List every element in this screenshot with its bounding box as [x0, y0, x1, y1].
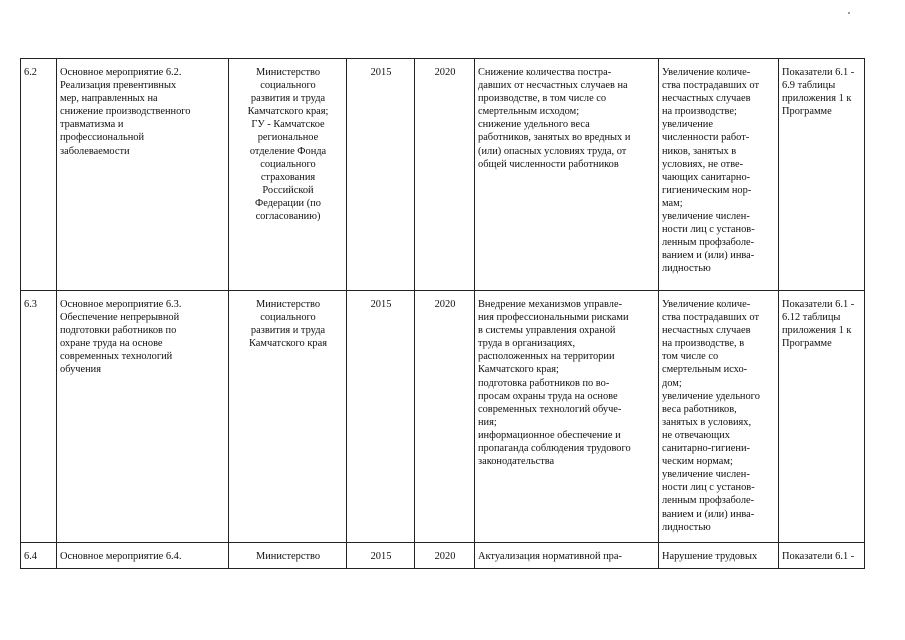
start-year-cell: 2015: [347, 543, 415, 569]
indicators-cell: Показатели 6.1 - 6.12 таблицы приложения 1 к Программе: [779, 291, 865, 543]
table-row: [21, 59, 865, 291]
end-year-cell: 2020: [415, 543, 475, 569]
consequences-cell: Увеличение количе- ства пострадавших от несчастных случаев на производстве, в том числе со смертельным исхо- дом; увеличение удельного веса работников, занятых в условиях, не отвечающих санитарно-гигиени- ческим нормам; увеличение числен- ности лиц с установ- ленным профзаболе- ванием и (или) инва- лидностью: [659, 291, 779, 543]
start-year-cell: 2015: [347, 291, 415, 543]
end-year-cell: 2020: [415, 291, 475, 543]
executor-cell: Министерство социального развития и труда Камчатского края: [229, 291, 347, 543]
consequences-cell: Увеличение количе- ства пострадавших от несчастных случаев на производстве; увеличение численности работ- ников, занятых в условиях, не отве- чающих санитарно- гигиеническим нор- мам; увеличение числен- ности лиц с установ- ленным профзаболе- ванием и (или) инва- лидностью: [659, 59, 779, 291]
row-number: 6.4: [21, 543, 57, 569]
consequences-cell: Нарушение трудовых: [659, 543, 779, 569]
scan-mark: [848, 12, 850, 14]
row-number: 6.2: [21, 59, 57, 291]
indicators-cell: Показатели 6.1 - 6.9 таблицы приложения 1 к Программе: [779, 59, 865, 291]
measure-cell: Основное мероприятие 6.4.: [57, 543, 229, 569]
measure-cell: Основное мероприятие 6.2. Реализация превентивных мер, направленных на снижение производственного травматизма и профессиональной заболеваемости: [57, 59, 229, 291]
measure-cell: Основное мероприятие 6.3. Обеспечение непрерывной подготовки работников по охране труда на основе современных технологий обучения: [57, 291, 229, 543]
table-row: [21, 543, 865, 569]
program-measures-table: [20, 58, 865, 569]
end-year-cell: 2020: [415, 59, 475, 291]
executor-cell: Министерство: [229, 543, 347, 569]
result-cell: Актуализация нормативной пра-: [475, 543, 659, 569]
row-number: 6.3: [21, 291, 57, 543]
result-cell: Снижение количества постра- давших от несчастных случаев на производстве, в том числе со смертельным исходом; снижение удельного веса работников, занятых во вредных и (или) опасных условиях труда, от общей численности работников: [475, 59, 659, 291]
start-year-cell: 2015: [347, 59, 415, 291]
result-cell: Внедрение механизмов управле- ния профессиональными рисками в системы управления охраной труда в организациях, расположенных на территории Камчатского края; подготовка работников по во- просам охраны труда на основе современных технологий обуче- ния; информационное обеспечение и пропаганда соблюдения трудового законодательства: [475, 291, 659, 543]
table-row: [21, 291, 865, 543]
indicators-cell: Показатели 6.1 -: [779, 543, 865, 569]
executor-cell: Министерство социального развития и труда Камчатского края; ГУ - Камчатское региональное отделение Фонда социального страхования Российской Федерации (по согласованию): [229, 59, 347, 291]
